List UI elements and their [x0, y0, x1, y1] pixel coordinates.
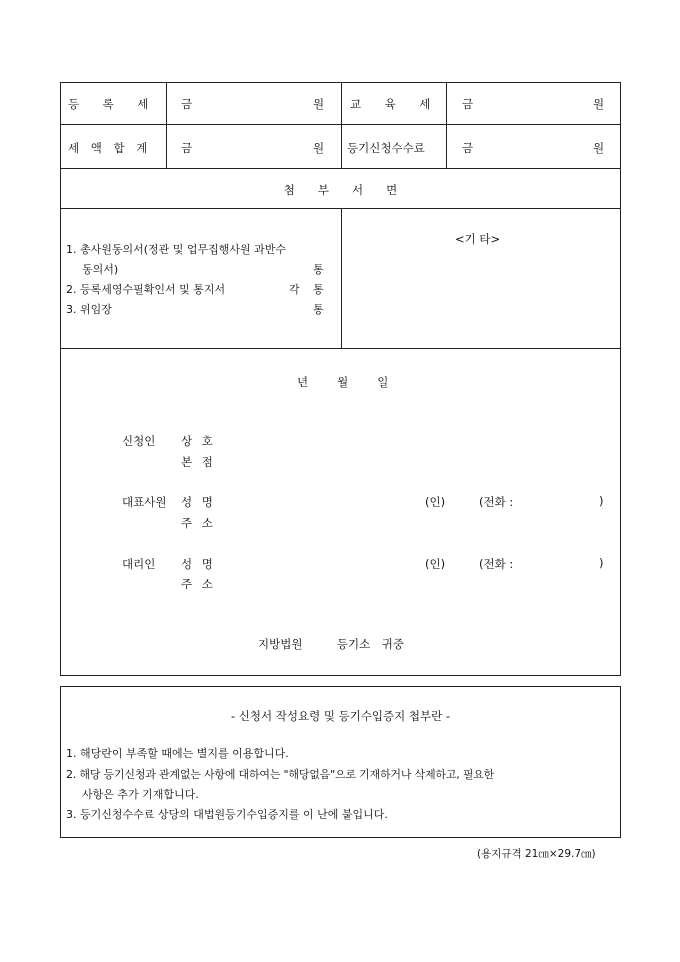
rep-phone: (전화 : [479, 495, 514, 509]
rep-phone-close: ) [599, 494, 604, 508]
attachment-item3: 3. 위임장 [66, 303, 112, 316]
attachment-item2-each: 각 [289, 283, 300, 296]
rep-name-label: 성 명 [181, 495, 213, 509]
representative-label: 대표사원 [122, 495, 167, 509]
agent-name-label: 성 명 [181, 557, 213, 571]
divider-fee-col2 [341, 82, 342, 168]
agent-address-label: 주 소 [181, 577, 213, 591]
instruction-item2-line1: 2. 해당 등기신청과 관계없는 사항에 대하여는 "해당없음"으로 기재하거나 삭제하고, 필요한 [66, 768, 495, 781]
registration-tax-label: 등 록 세 [68, 97, 155, 111]
total-tax-suffix: 원 [313, 141, 325, 155]
rep-address-label: 주 소 [181, 516, 213, 530]
attachment-item3-unit: 통 [313, 303, 324, 316]
agent-seal: (인) [425, 557, 446, 571]
filing-fee-suffix: 원 [593, 141, 605, 155]
rep-seal: (인) [425, 495, 446, 509]
education-tax-label: 교 육 세 [350, 97, 437, 111]
divider-row2 [60, 168, 621, 169]
attachments-header: 첨 부 서 면 [283, 183, 398, 197]
agent-label: 대리인 [122, 557, 156, 571]
divider-fee-col3 [446, 82, 447, 168]
instruction-item1: 1. 해당란이 부족할 때에는 별지를 이용합니다. [66, 747, 289, 760]
filing-fee-prefix: 금 [462, 141, 474, 155]
education-tax-suffix: 원 [593, 97, 605, 111]
registration-tax-suffix: 원 [313, 97, 325, 111]
attachment-item1-unit: 통 [313, 263, 324, 276]
company-name-label: 상 호 [181, 434, 213, 448]
court-line: 지방법원 등기소 귀중 [258, 637, 404, 651]
attachment-item1-line2: 동의서) [82, 263, 119, 276]
attachment-item2-unit: 통 [313, 283, 324, 296]
instructions-title: - 신청서 작성요령 및 등기수입증지 첩부란 - [230, 709, 451, 723]
agent-phone-close: ) [599, 556, 604, 570]
total-tax-label: 세 액 합 계 [68, 141, 152, 155]
instruction-item3: 3. 등기신청수수료 상당의 대법원등기수입증지를 이 난에 붙입니다. [66, 808, 388, 821]
filing-fee-label: 등기신청수수료 [347, 141, 425, 155]
attachment-item2: 2. 등록세영수필확인서 및 통지서 [66, 283, 226, 296]
attachment-item1-line1: 1. 총사원동의서(정관 및 업무집행사원 과반수 [66, 243, 287, 256]
registration-tax-prefix: 금 [181, 97, 193, 111]
date-line: 년 월 일 [297, 375, 391, 389]
instruction-item2-line2: 사항은 추가 기재합니다. [82, 788, 199, 801]
total-tax-prefix: 금 [181, 141, 193, 155]
other-label: <기 타> [455, 232, 501, 246]
paper-size-note: (용지규격 21㎝×29.7㎝) [477, 848, 596, 860]
divider-fee-col1 [166, 82, 167, 168]
agent-phone: (전화 : [479, 557, 514, 571]
applicant-label: 신청인 [122, 434, 156, 448]
head-office-label: 본 점 [181, 455, 213, 469]
divider-attachments-col [341, 208, 342, 348]
divider-attachments-body [60, 348, 621, 349]
education-tax-prefix: 금 [462, 97, 474, 111]
